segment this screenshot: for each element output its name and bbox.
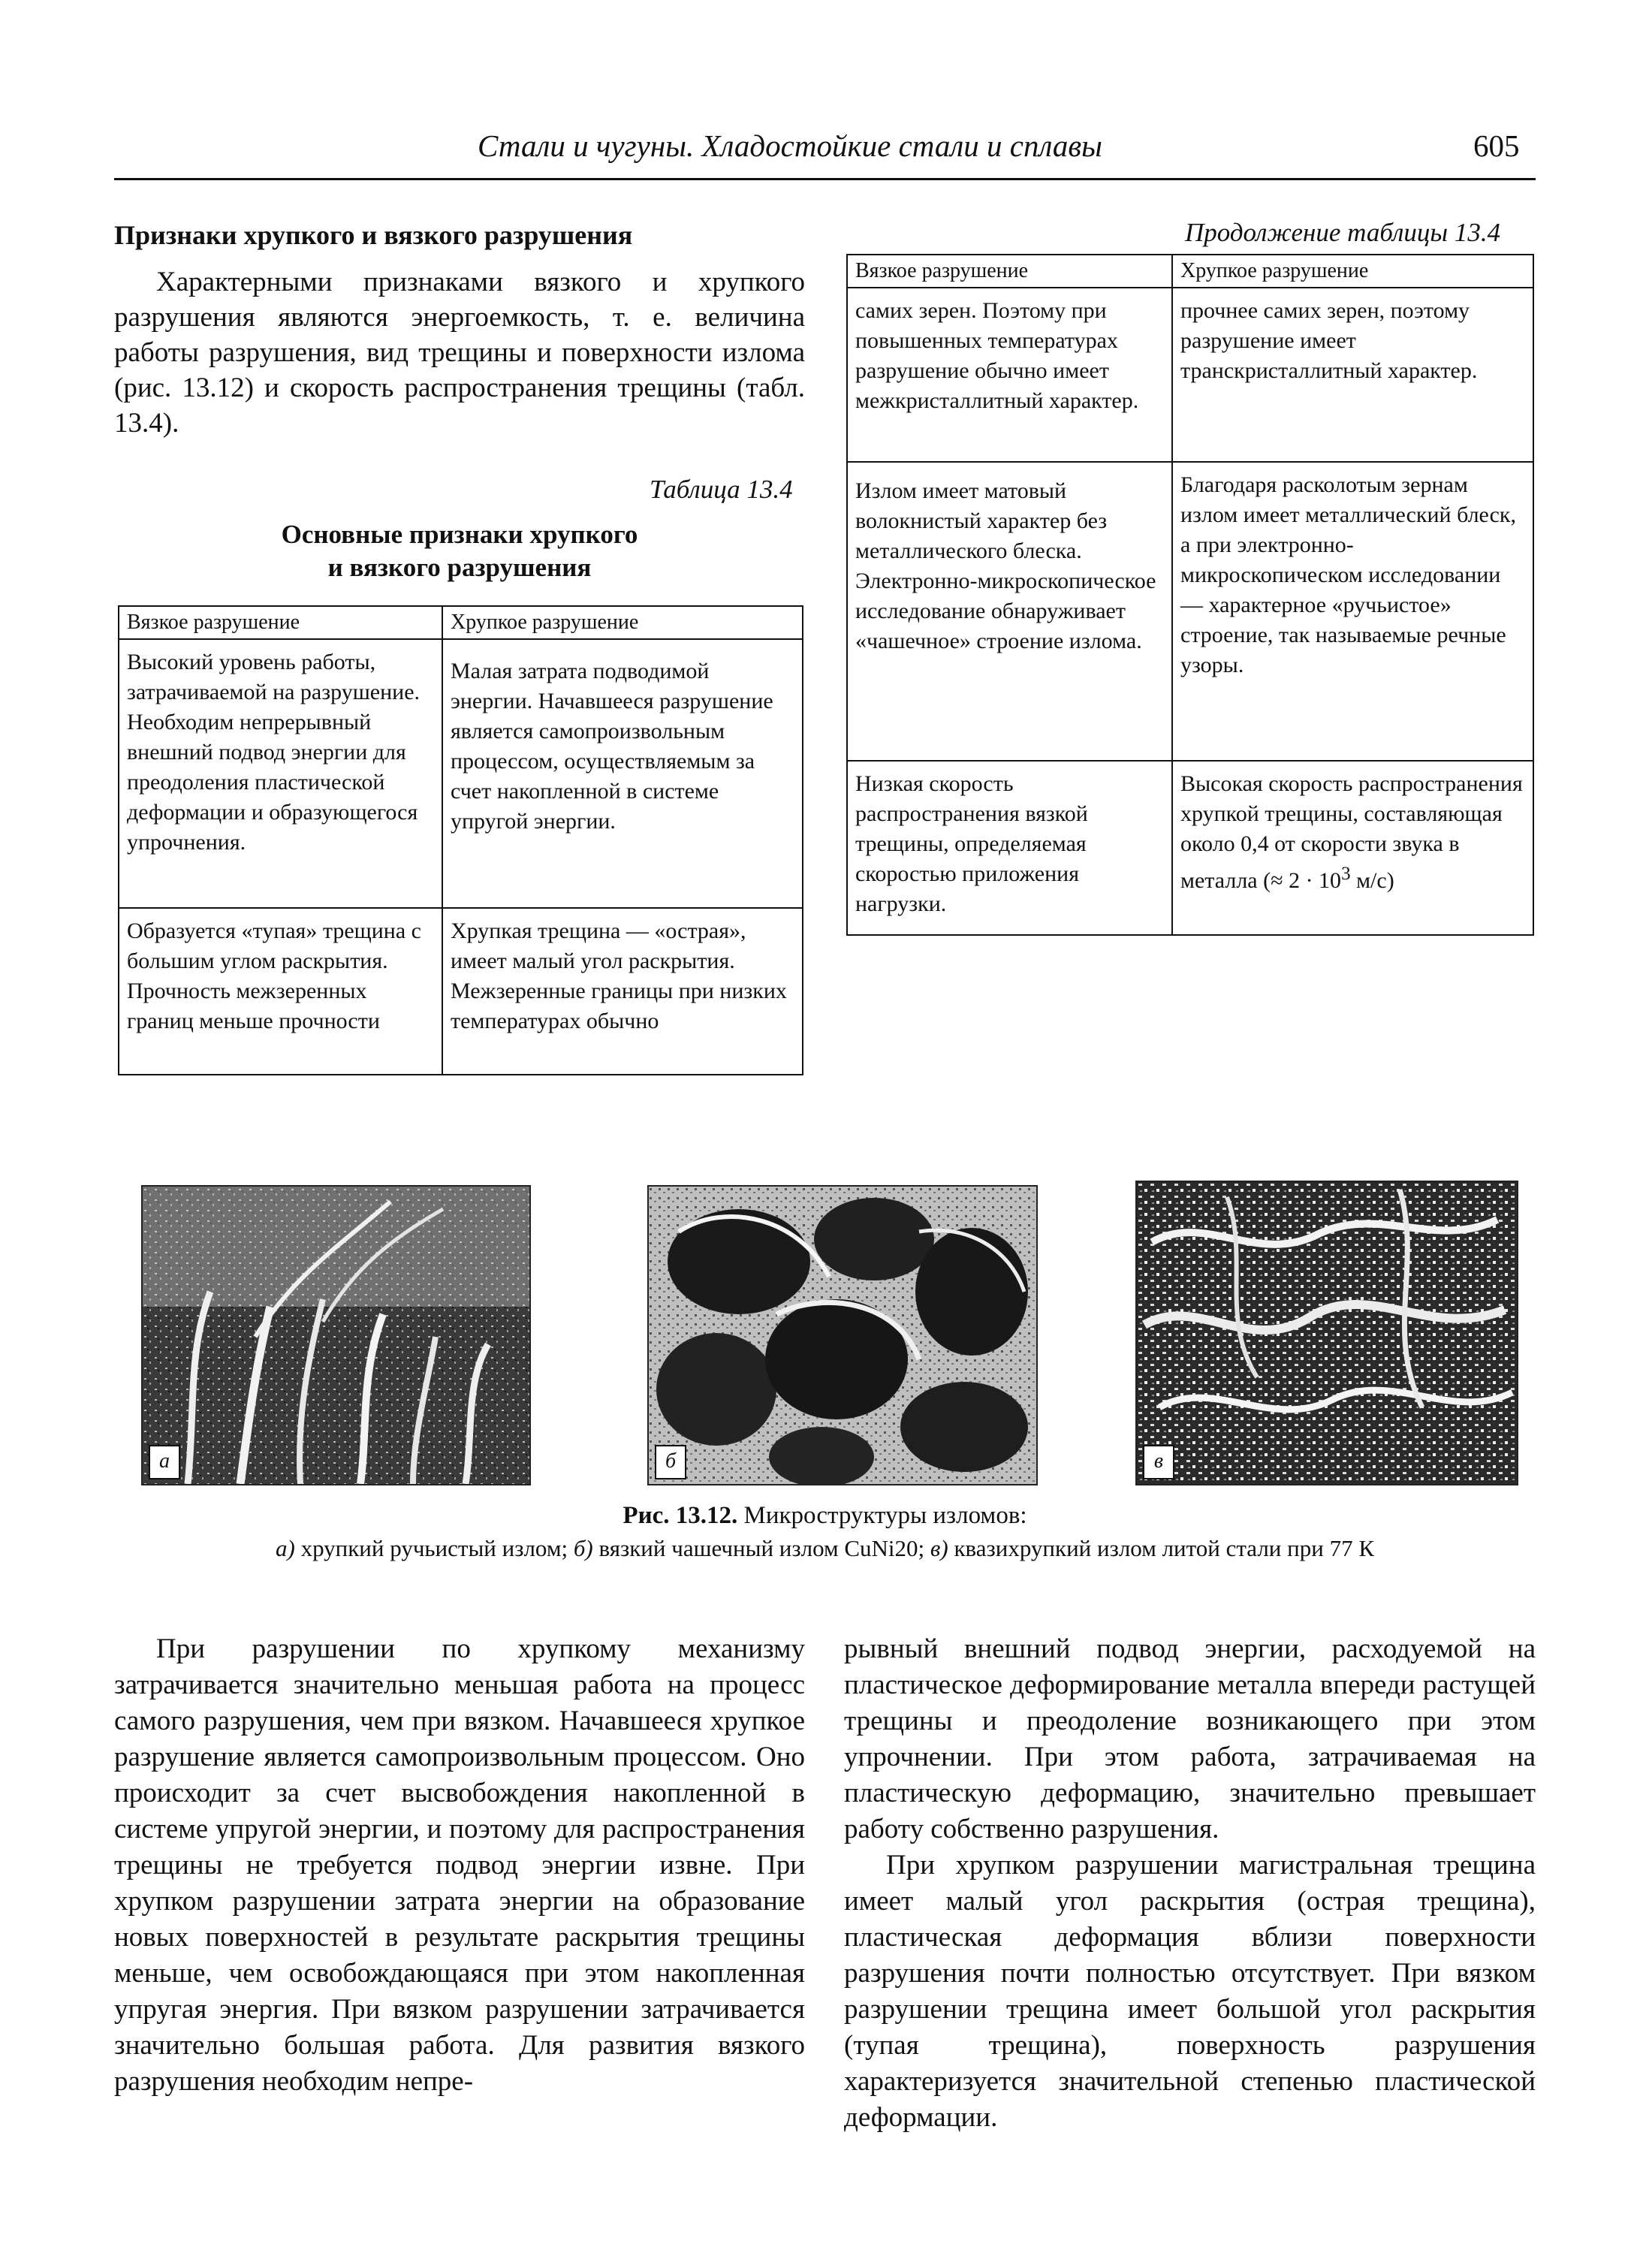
column-header-ductile: Вязкое разрушение <box>847 255 1172 288</box>
cell-ductile: Образуется «тупая» трещина с большим углом раскрытия. Прочность межзеренных границ меньше прочности <box>119 908 442 1075</box>
table-header-row <box>847 255 1533 288</box>
figure-caption <box>114 1499 1536 1565</box>
caption-c: квазихрупкий излом литой стали при 77 К <box>948 1535 1374 1561</box>
column-header-brittle: Хрупкое разрушение <box>1172 255 1533 288</box>
micrograph-a <box>141 1185 531 1485</box>
intro-paragraph: Характерными признаками вязкого и хрупкого разрушения являются энергоемкость, т. е. величина работы разрушения, вид трещины и поверхности излома (рис. 13.12) и скорость распространения трещины (табл. 13.4). <box>114 267 805 439</box>
exponent: 3 <box>1341 864 1351 884</box>
caption-a: хрупкий ручьистый излом; <box>294 1535 574 1561</box>
caption-mark-a: а) <box>275 1535 295 1561</box>
cell-ductile: Низкая скорость распространения вязкой трещины, определяемая скоростью приложения нагрузки. <box>847 761 1172 935</box>
body-paragraph-right: При хрупком разрушении магистральная трещина имеет малый угол раскрытия (острая трещина), пластическая деформация вблизи поверхности разрушения почти полностью отсутствует. При вязком разрушении трещина имеет большой угол раскрытия (тупая трещина), поверхность разрушения характеризуется значительной степенью пластической деформации. <box>844 1850 1536 2133</box>
table-label: Таблица 13.4 <box>650 475 793 504</box>
body-column-right <box>844 1631 1536 2136</box>
cell-ductile: Излом имеет матовый волокнистый характер без металлического блеска. Электронно-микроскопическое исследование обнаруживает «чашечное» строение излома. <box>847 462 1172 761</box>
figure-title: Микроструктуры изломов: <box>743 1502 1027 1529</box>
micrograph-c <box>1135 1181 1518 1485</box>
cell-brittle-text: Высокая скорость распространения хрупкой трещины, составляющая около 0,4 от скорости звука в металла (≈ 2 · 10 <box>1180 771 1523 893</box>
micrograph-a-label: а <box>149 1445 180 1479</box>
cell-brittle-unit: м/с) <box>1350 868 1394 893</box>
micrograph-c-label: в <box>1143 1445 1174 1479</box>
figure-caption-line-1 <box>114 1499 1536 1532</box>
table-title-line-1: Основные признаки хрупкого <box>281 520 638 549</box>
micrograph-c-image <box>1137 1182 1517 1484</box>
page-number: 605 <box>1473 128 1520 163</box>
table-header-row <box>119 606 803 639</box>
micrograph-b-image <box>649 1187 1036 1484</box>
caption-mark-b: б) <box>573 1535 593 1561</box>
section-heading: Признаки хрупкого и вязкого разрушения <box>114 220 633 250</box>
micrograph-a-image <box>143 1187 529 1484</box>
table-row <box>847 288 1533 462</box>
figure-caption-line-2 <box>114 1532 1536 1565</box>
cell-ductile: самих зерен. Поэтому при повышенных температурах разрушение обычно имеет межкристаллитный характер. <box>847 288 1172 462</box>
cell-ductile: Высокий уровень работы, затрачиваемой на разрушение. Необходим непрерывный внешний подвод энергии для преодоления пластической деформации и образующегося упрочнения. <box>119 639 442 908</box>
caption-mark-c: в) <box>930 1535 948 1561</box>
body-paragraph-continuation: рывный внешний подвод энергии, расходуемой на пластическое деформирование металла впереди растущей трещины и преодоление возникающего при этом упрочнении. При этом работа, затрачиваемая на пластическую деформацию, значительно превышает работу собственно разрушения. <box>844 1633 1536 1844</box>
cell-brittle: Благодаря расколотым зернам излом имеет металлический блеск, а при электронно-микроскопическом исследовании — характерное «ручьистое» строение, так называемые речные узоры. <box>1172 462 1533 761</box>
column-header-ductile: Вязкое разрушение <box>119 606 442 639</box>
table-row <box>847 462 1533 761</box>
table-row <box>847 761 1533 935</box>
table-part-2 <box>846 254 1534 936</box>
table-part-1 <box>118 605 803 1075</box>
table-row <box>119 908 803 1075</box>
micrograph-b <box>647 1185 1038 1485</box>
header-rule <box>114 178 1536 180</box>
table-row <box>119 639 803 908</box>
cell-brittle: прочнее самих зерен, поэтому разрушение имеет транскристаллитный характер. <box>1172 288 1533 462</box>
cell-brittle <box>1172 761 1533 935</box>
table-title-line-2: и вязкого разрушения <box>327 553 592 582</box>
caption-b: вязкий чашечный излом CuNi20; <box>592 1535 930 1561</box>
column-header-brittle: Хрупкое разрушение <box>442 606 803 639</box>
running-header-title: Стали и чугуны. Хладостойкие стали и сплавы <box>478 128 1102 163</box>
body-paragraph-left: При разрушении по хрупкому механизму затрачивается значительно меньшая работа на процесс самого разрушения, чем при вязком. Начавшееся хрупкое разрушение является самопроизвольным процессом. Оно происходит за счет высвобождения накопленной в системе упругой энергии, и поэтому для распространения трещины не требуется подвод энергии извне. При хрупком разрушении затрата энергии на образование новых поверхностей в результате раскрытия трещины меньше, чем освобождающаяся при этом накопленная упругая энергия. При вязком разрушении затрачивается значительно большая работа. Для развития вязкого разрушения необходим непре- <box>114 1633 805 2097</box>
table-continuation-label: Продолжение таблицы 13.4 <box>1185 218 1501 247</box>
figure-number: Рис. 13.12. <box>623 1502 738 1529</box>
cell-brittle: Малая затрата подводимой энергии. Начавшееся разрушение является самопроизвольным процессом, осуществляемым за счет накопленной в системе упругой энергии. <box>442 639 803 908</box>
table-title <box>114 518 805 584</box>
micrograph-b-label: б <box>655 1445 686 1479</box>
cell-brittle: Хрупкая трещина — «острая», имеет малый угол раскрытия. Межзеренные границы при низких температурах обычно <box>442 908 803 1075</box>
